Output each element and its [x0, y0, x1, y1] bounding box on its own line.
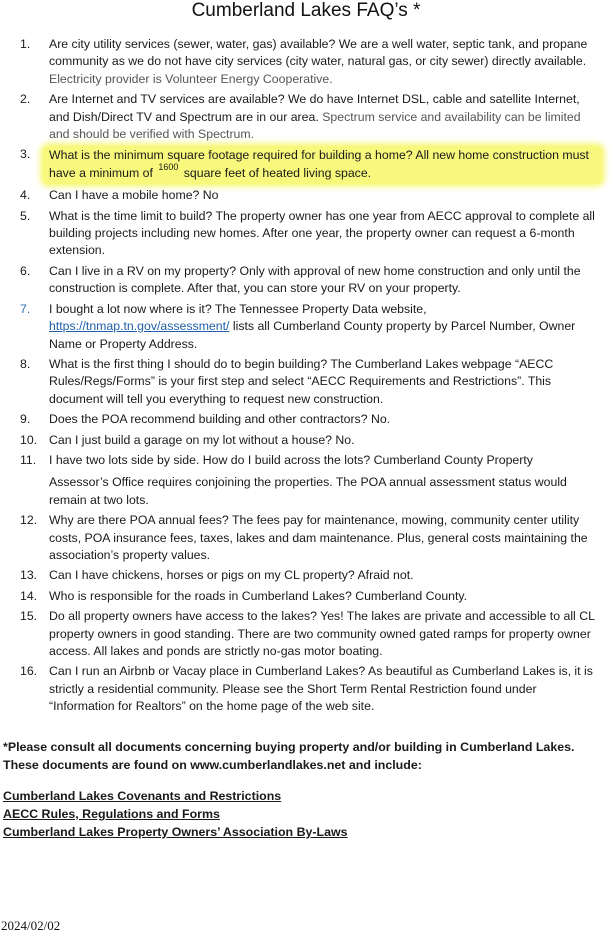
faq-number: 16. — [20, 664, 38, 679]
faq-number: 3. — [20, 147, 31, 162]
min-square-footage: 1600 — [158, 161, 179, 172]
faq-number: 5. — [20, 208, 31, 223]
faq-text: Can I live in a RV on my property? Only with approval of new home construction and only until the construction is complete. After that, you can store your RV on your property. — [49, 263, 581, 296]
document-date: 2024/02/02 — [1, 918, 61, 933]
faq-text: Are city utility services (sewer, water, gas) available? We are a well water, septic tank, and propane community as we do not have city services (city water, natural gas, or city sewer) directly available. — [49, 37, 588, 69]
faq-item-8 — [0, 356, 612, 408]
faq-number: 8. — [20, 356, 31, 371]
highlight-marker — [43, 146, 602, 184]
faq-item-14 — [0, 588, 612, 605]
faq-text: What is the time limit to build? The property owner has one year from AECC approval to complete all building projects including new homes. After one year, the property owner can request a 6-month extension. — [49, 208, 595, 258]
faq-item-11 — [0, 452, 612, 509]
footer-note — [3, 738, 603, 774]
faq-text: Who is responsible for the roads in Cumberland Lakes? Cumberland County. — [49, 588, 468, 603]
faq-item-15 — [0, 608, 612, 660]
footer-line-2: These documents are found on www.cumberlandlakes.net and include: — [3, 758, 422, 772]
faq-text: Can I have a mobile home? No — [49, 188, 219, 203]
faq-text-end: lists all Cumberland County property by Parcel Number, Owner Name or Property Address. — [49, 319, 576, 351]
faq-item-13 — [0, 567, 612, 584]
faq-note: Spectrum service and availability can be limited and should be verified with Spectrum. — [49, 109, 581, 142]
faq-text: Can I have chickens, horses or pigs on my CL property? Afraid not. — [49, 568, 414, 583]
faq-number: 2. — [20, 92, 31, 107]
faq-item-3-highlighted — [0, 146, 612, 184]
faq-text: I have two lots side by side. How do I build across the lots? Cumberland County Property — [49, 452, 533, 467]
faq-number: 9. — [20, 412, 31, 427]
faq-item-16 — [0, 663, 612, 715]
faq-text: Are Internet and TV services are available? We do have Internet DSL, cable and satellite Internet, and Dish/Direct TV and Spectrum are in our area. — [49, 92, 580, 124]
faq-text: Can I run an Airbnb or Vacay place in Cumberland Lakes? As beautiful as Cumberland Lakes is, it is strictly a residential community. Please see the Short Term Rental Restriction found under “Information for Realtors” on the home page of the web site. — [49, 664, 593, 714]
faq-number: 11. — [20, 452, 37, 467]
faq-text: I bought a lot now where is it? The Tennessee Property Data website, — [49, 301, 427, 316]
faq-item-1 — [0, 36, 612, 88]
faq-number: 7. — [20, 301, 31, 316]
faq-number: 12. — [20, 513, 38, 528]
aecc-rules-link[interactable]: AECC Rules, Regulations and Forms — [3, 807, 220, 821]
bylaws-link[interactable]: Cumberland Lakes Property Owners’ Association By-Laws — [3, 825, 348, 839]
faq-text-cont: Assessor’s Office requires conjoining the properties. The POA annual assessment status would remain at two lots. — [49, 475, 567, 507]
faq-item-4 — [0, 187, 612, 204]
faq-text: What is the first thing I should do to begin building? The Cumberland Lakes webpage “AECC Rules/Regs/Forms” is your first step and select “AECC Requirements and Restrictions”. This document will tell you everything to request new construction. — [49, 356, 554, 406]
faq-text: Why are there POA annual fees? The fees pay for maintenance, mowing, community center utility costs, POA insurance fees, taxes, lakes and dam maintenance. Plus, general costs maintaining the association’s property values. — [49, 513, 588, 562]
faq-number: 13. — [20, 568, 38, 583]
faq-number: 15. — [20, 609, 38, 624]
faq-item-6 — [0, 263, 612, 298]
faq-number: 6. — [20, 263, 31, 278]
faq-item-2 — [0, 91, 612, 143]
faq-text: What is the minimum square footage required for building a home? All new home construction must have a minimum of — [49, 148, 589, 180]
faq-item-9 — [0, 411, 612, 428]
faq-item-5 — [0, 208, 612, 260]
page-title: Cumberland Lakes FAQ’s * — [191, 0, 421, 21]
document-links — [3, 787, 603, 841]
faq-item-12 — [0, 512, 612, 564]
faq-text-end: square feet of heated living space. — [183, 165, 372, 180]
faq-number: 14. — [20, 588, 38, 603]
faq-text: Do all property owners have access to the lakes? Yes! The lakes are private and accessible to all CL property owners in good standing. There are two community owned gated ramps for property owner access. All lakes and ponds are strictly no-gas motor boating. — [49, 609, 595, 658]
faq-text: Does the POA recommend building and other contractors? No. — [49, 412, 391, 427]
faq-text: Can I just build a garage on my lot without a house? No. — [49, 432, 355, 447]
property-data-link[interactable]: https://tnmap.tn.gov/assessment/ — [49, 319, 230, 334]
covenants-link[interactable]: Cumberland Lakes Covenants and Restrictions — [3, 789, 282, 803]
faq-note: Electricity provider is Volunteer Energy Cooperative. — [49, 71, 333, 86]
footer-line-1: *Please consult all documents concerning buying property and/or building in Cumberland Lakes. — [3, 740, 575, 754]
faq-number: 1. — [20, 37, 31, 51]
faq-item-10 — [0, 432, 612, 449]
faq-number: 10. — [20, 432, 38, 447]
faq-item-7 — [0, 301, 612, 353]
faq-list — [0, 36, 612, 719]
faq-number: 4. — [20, 188, 31, 203]
